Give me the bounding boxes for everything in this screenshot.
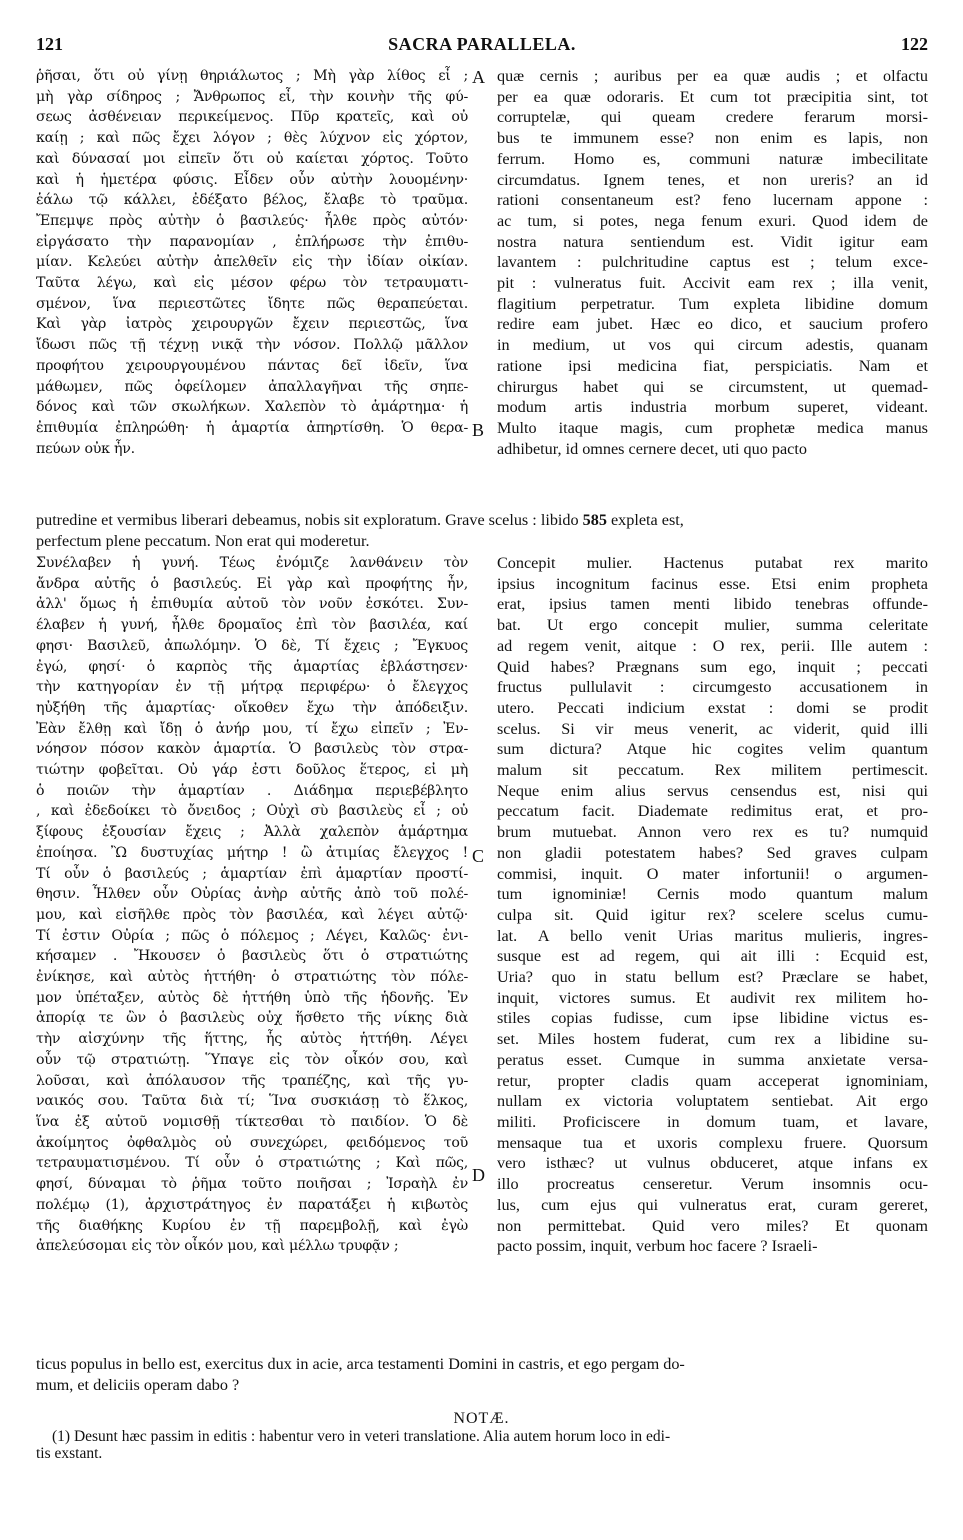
column-number: 585 [582,511,607,529]
text-line: Τί ἐστιν Οὐρία ; πῶς ὁ πόλεμος ; Λέγει, Καλῶς· ἐνι- [36,927,468,944]
margin-letter-c: C [472,846,485,866]
text-line: corruptelæ, qui queam credere ferarum morsi- [497,108,928,127]
text-line: ratione ipsi medicina fiat, perspiciatis. Nam et [497,356,928,375]
text-line: in medium, ut vos qui circum adestis, quanam [497,336,928,355]
text-line: ac tum, si potes, nega fenum exuri. Quod idem de [497,211,928,230]
text-line: culpa sit. Quid igitur rex? scelere scelus cumu- [497,905,928,924]
text-line: τὴν αἰσχύνην τῆς ἥττης, ἧς αὐτὸς ἡττήθη. Λέγει [36,1031,468,1048]
text-line: ῥῆσαι, ὅτι οὐ γίνῃ θηριάλωτος ; Μὴ γὰρ λίθος εἶ ; [36,68,468,84]
text-line: illo procreatus censeretur. Verum insomnis ocu- [497,1175,928,1194]
text-line: φησι· Βασιλεῦ, ἀπωλόμην. Ὁ δὲ, Τί ἔχεις ; Ἔγκυος [36,637,468,654]
text-line: ἑάλω τῷ κάλλει, ἐδέξατο βέλος, ἔλαβε τὸ τραῦμα. [36,192,468,209]
text-line: Ἔπεμψε πρὸς αὐτὴν ὁ βασιλεύς· ἦλθε πρὸς αὐτόν· [36,212,468,229]
text-line: προφήτου χειρουργουμένου πάντας δεῖ ἰδεῖν, ἵνα [36,357,468,374]
text-line: fructus pullulavit : circumgesto accusationem in [497,678,928,697]
text-line: ἄνδρα αὐτῆς ὁ βασιλεύς. Εἰ γὰρ καὶ προφήτης ἦν, [36,575,468,592]
text-line: per ea quæ odoraris. Et cum tot præcipitia sint, tot [497,87,928,106]
text-line: utero. Peccati indicium exstat : domi se prodit [497,698,928,717]
greek-column-1 [36,66,468,459]
latin-column-1 [497,66,928,459]
text-line: modum artis industria morbum superet, videant. [497,398,928,417]
text-line: malum sit peccatum. Rex militem pertimescit. [497,761,928,780]
text-line: ἀλλ' ὅμως ἡ ἐπιθυμία αὐτοῦ τὸν νοῦν ἐσκότει. Συν- [36,596,468,613]
text-line: δόνος καὶ τῶν σκωλήκων. Χαλεπὸν τὸ ἁμάρτημα· ἡ [36,399,468,416]
text-line: chirurgus habet qui se circumstent, ut quemad- [497,377,928,396]
text-line: θησιν. Ἦλθεν οὖν Οὐρίας ἀνὴρ αὐτῆς ἀπὸ τοῦ πολέ- [36,886,468,903]
text-line: τετραυματισμένου. Τί οὖν ὁ στρατιώτης ; Καὶ πῶς, [36,1155,468,1172]
text-line: ἵνα ἐξ αὐτοῦ νομισθῇ τίκτεσθαι τὸ παιδίον. Ὁ δὲ [36,1113,468,1130]
greek-column-2 [36,553,468,1257]
full-line: mum, et deliciis operam dabo ? [36,1375,240,1394]
text-line: έλαβεν ἡ γυνή, ἦλθε δρομαῖος ἐπὶ τὸν βασιλέα, καί [36,617,468,634]
left-page-number: 121 [36,34,63,54]
text-line: εἰργάσατο τὴν παρανομίαν , ἐπλήρωσε τὴν ἐπιθυ- [36,233,468,250]
text-line: τὴν κατηγορίαν ἐν τῇ μήτρᾳ περιφέρω· ὁ ἔλεγχος [36,679,468,696]
text-line: vero isthæc? ut vulnus obduceret, atque infans ex [497,1154,928,1173]
text-line: μίαν. Κελεύει αὐτὴν ἀπελθεῖν εἰς τὴν ἰδίαν οἰκίαν. [36,254,468,271]
text-line: pacto possim, inquit, verbum hoc facere ? Israeli- [497,1237,818,1256]
text-line: σμένον, ἵνα περιεστῶτες ἴδητε πῶς θεραπεύεται. [36,295,468,312]
full-width-passage-1 [36,510,928,551]
text-line: nostra natura sentiendum est. Vidit igitur eam [497,232,928,251]
text-line: ferrum. Homo es, communi naturæ imbecilitate [497,149,928,168]
footnote-line: (1) Desunt hæc passim in editis : habentur vero in veteri translatione. Alia autem horum loco in edi- [52,1428,671,1445]
text-line: Ταῦτα λέγω, καὶ εἰς μέσον φέρω τὸν τετραυματι- [36,275,468,292]
text-line: Τί οὖν ὁ βασιλεύς ; ἁμαρτίαν ἐπὶ ἁμαρτίαν προστί- [36,865,468,882]
text-line: mensaque tua et uxoris complexu fruere. Quorsum [497,1133,928,1152]
text-line: οὖν τῷ στρατιώτῃ. Ὕπαγε εἰς τὸν οἶκόν σου, καὶ [36,1051,468,1068]
margin-letter-d: D [472,1165,485,1185]
text-line: πεύων οὐκ ἦν. [36,440,135,457]
full-line: perfectum plene peccatum. Non erat qui moderetur. [36,531,370,550]
text-line: ad regem venit, aitque : O rex, perii. Ille autem : [497,636,928,655]
text-line: peccatum facit. Diademate redimitus erat, et pro- [497,802,928,821]
right-page-number: 122 [901,34,928,54]
text-line: καίῃ ; καὶ πῶς ἔχει λόγον ; θὲς λύχνον εἰς χόρτον, [36,130,468,147]
footnotes [36,1428,928,1462]
text-line: ἀπελεύσομαι εἰς τὸν οἶκόν μου, καὶ μέλλω τρυφᾷν ; [36,1238,399,1255]
text-line: nullam ex victoria voluptatem sentiebat. Ait ergo [497,1092,928,1111]
full-line: ticus populus in bello est, exercitus dux in acie, arca testamenti Domini in castris, et ego pergam do- [36,1355,685,1373]
text-line: flagitium perpetratur. Tum expleta libidine domum [497,294,928,313]
notes-heading: NOTÆ. [453,1410,510,1427]
text-line: tum ignominiæ! Cernis modo quantum malum [497,885,928,904]
running-title: SACRA PARALLELA. [388,34,576,54]
text-line: commisi, inquit. O mater infortunii! o argumen- [497,864,928,883]
text-line: ἐνίκησε, καὶ αὐτὸς ἡττήθη· ὁ στρατιώτης τὸν πόλε- [36,969,468,986]
full-width-passage-2 [36,1354,928,1395]
text-line: militi. Proficiscere in domum tuam, et lavare, [497,1112,928,1131]
text-line: quæ cernis ; auribus per ea quæ audis ; et olfactu [497,67,928,85]
text-line: susque est ad regem, qui ait illi : Ecquid est, [497,947,928,966]
text-line: ξίφους ἐξουσίαν ἔχεις ; Ἀλλὰ χαλεπὸν ἁμάρτημα [36,824,468,841]
text-line: redire eam jubet. Hæc eo dico, et saucium profero [497,315,928,334]
text-line: lavantem : pulchritudine captus est ; telum exce- [497,253,928,272]
text-line: bus te immunem esse? non enim es lapis, non [497,129,928,148]
text-line: Συνέλαβεν ἡ γυνή. Τέως ἐνόμιζε λανθάνειν τὸν [36,555,468,571]
text-line: lat. A bello venit Urias maritus mulieris, ingres- [497,926,928,945]
text-line: Καὶ γὰρ ἰατρὸς χειρουργῶν ἔχειν περιεστῶς, ἵνα [36,316,468,333]
text-line: inquit, victores sumus. Et audivit rex militem ho- [497,988,928,1007]
text-line: μὴ γὰρ σίδηρος ; Ἄνθρωπος εἶ, τὴν κοινὴν τῆς φύ- [36,88,468,105]
text-line: νόησον πόσον κακὸν ἁμαρτία. Ὁ βασιλεὺς τὸν στρα- [36,741,468,758]
text-line: adhibetur, id omnes cernere decet, uti quo pacto [497,439,807,458]
text-line: scelus. Si vir meus venerit, ac viderit, quid illi [497,719,928,738]
text-line: stiles copias fudisse, cum ipse libidine victus es- [497,1009,928,1028]
text-line: Neque enim alius servus censendus est, nisi qui [497,781,928,800]
text-line: retur, propter cladis quam acceperat ignominiam, [497,1071,928,1090]
text-line: μάθωμεν, πῶς ὀφείλομεν ἀπαλλαγῆναι τῆς σηπε- [36,378,468,395]
text-line: τιώτην φοβεῖται. Οὐ γάρ ἐστι δοῦλος ἕτερος, εἰ μὴ [36,762,468,779]
text-line: non gladii potestatem habes? Sed graves culpam [497,843,928,862]
text-line: circumdatus. Ignem tenes, et non ureris? an id [497,170,928,189]
text-line: sum dictura? Atque hic cogites velim quantum [497,740,928,759]
text-line: ἀκοίμητος ὀφθαλμὸς οὐ συνεχώρει, φειδόμενος τοῦ [36,1134,468,1151]
text-line: erat, ipsius tamen menti libido tenebras offunde- [497,595,928,614]
text-line: pit : vulneratus fuit. Accivit eam rex ; illa venit, [497,274,928,293]
text-line: ὁ ποιῶν τὴν ἁμαρτίαν . Διάδημα περιεβέβλητο [36,782,468,799]
text-line: Ἐὰν ἔλθῃ καὶ ἴδῃ ὁ ἀνήρ μου, τί ἔχω εἰπεῖν ; Ἐν- [36,720,468,737]
text-line: ἐπιθυμία ἐπληρώθη· ἡ ἁμαρτία ἀπηρτίσθη. Ὁ θερα- [36,419,468,436]
text-line: ipsius incognitum facinus esse. Etsi enim propheta [497,574,928,593]
full-line: putredine et vermibus liberari debeamus, nobis sit exploratum. Grave scelus : libido 585 expleta est, [36,511,684,529]
text-line: set. Miles hostem fuderat, cum rex a libidine su- [497,1030,928,1049]
text-line: non permittebat. Quid vero miles? Et quonam [497,1216,928,1235]
running-header [36,34,928,56]
text-line: φησί, δύναμαι τὸ ῥῆμα τοῦτο ποιῆσαι ; Ἰσραὴλ ἐν [36,1176,468,1193]
text-line: , καὶ ἐδεδοίκει τὸ ὄνειδος ; Οὐχὶ σὺ βασιλεὺς εἶ ; οὐ [36,803,468,820]
latin-column-2 [497,553,928,1257]
text-line: lus, cum ejus qui vulneratus erat, curam gereret, [497,1195,928,1214]
text-line: πολέμῳ (1), ἀρχιστράτηγος ἐν παρατάξει ἡ κιβωτὸς [36,1196,468,1213]
text-line: bat. Ut ergo concepit mulier, summa celeritate [497,616,928,635]
footnote-line: tis exstant. [36,1445,103,1462]
text-line: ἐγώ, φησί· ὁ καρπὸς τῆς ἁμαρτίας ἐβλάστησεν· [36,658,468,675]
text-line: Concepit mulier. Hactenus putabat rex marito [497,554,928,572]
text-line: κήσαμεν . Ἤκουσεν ὁ βασιλεὺς ὅτι ὁ στρατιώτης [36,948,468,965]
margin-letter-a: A [472,67,485,87]
text-line: peratus esset. Cumque in summa anxietate versa- [497,1050,928,1069]
text-line: brum mutuebat. Annon vero rex es tu? numquid [497,823,928,842]
text-line: ναικός σου. Ταῦτα διὰ τί; Ἵνα συσκιάσῃ τὸ ἕλκος, [36,1093,468,1110]
margin-letter-b: B [472,420,485,440]
text-line: Multo itaque magis, cum prophetæ medica manus [497,418,928,437]
text-line: ἐποίησα. Ὢ δυστυχίας μήτηρ ! ὢ ἀτιμίας ἔλεγχος ! [36,844,468,861]
text-line: ηὐξήθη τῆς ἁμαρτίας· οἴκοθεν ἔχω τὴν ἀπόδειξιν. [36,699,468,716]
text-line: σεως ἀσθένειαν περικείμενος. Πῦρ κρατεῖς, καὶ οὐ [36,109,468,126]
text-line: μου, καὶ εἰσῆλθε πρὸς τὸν βασιλέα, καὶ λέγει αὐτῷ· [36,906,468,923]
text-line: rationi consentaneum est? feno lucernam appone : [497,191,928,210]
text-line: τῆς διαθήκης Κυρίου ἐν τῇ παρεμβολῇ, καὶ ἐγὼ [36,1217,468,1234]
text-line: Uria? quo in statu bellum est? Præclare se habet, [497,968,928,987]
text-line: καὶ ἡ ἡμετέρα φύσις. Εἶδεν οὖν αὐτὴν λουομένην· [36,171,468,188]
text-line: καὶ δύνασαί μοι εἰπεῖν ὅτι οὐ καίεται χόρτος. Τοῦτο [36,150,468,167]
text-line: ἀπορίᾳ τε ὢν ὁ βασιλεὺς οὐχ ἥσθετο τῆς νίκης διὰ [36,1010,468,1027]
text-line: μον ὑπέταξεν, αὐτὸς δὲ ἡττήθη ὑπὸ τῆς ἡδονῆς. Ἐν [36,989,468,1006]
text-line: ἴδωσι πῶς τῇ τέχνῃ νικᾷ τὴν νόσον. Πολλῷ μᾶλλον [36,337,468,354]
text-line: λοῦσαι, καὶ ἀπόλαυσον τῆς τραπέζης, καὶ τῆς γυ- [36,1072,468,1089]
text-line: Quid habes? Prægnans sum ego, inquit ; peccati [497,657,928,676]
